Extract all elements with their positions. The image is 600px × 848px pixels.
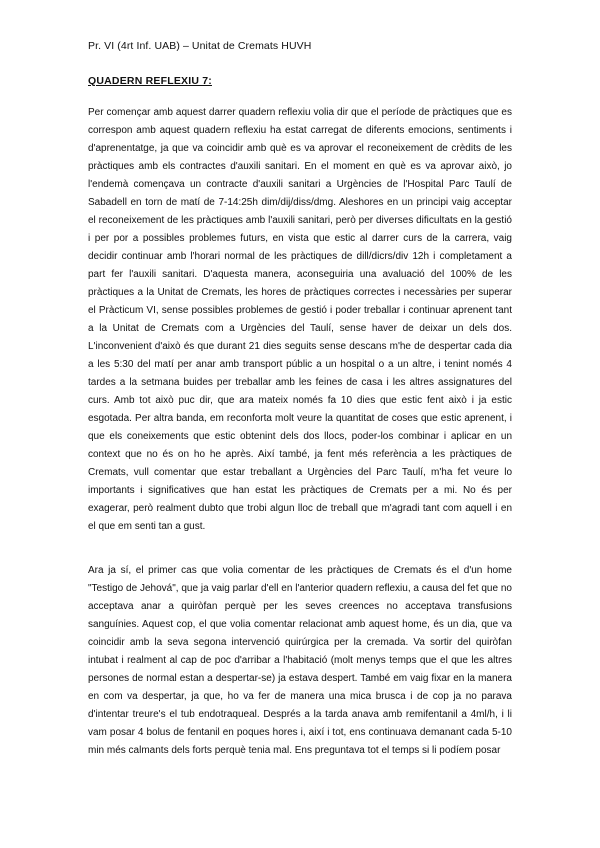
section-title: QUADERN REFLEXIU 7: — [88, 75, 212, 87]
paragraph-intro: Per començar amb aquest darrer quadern reflexiu volia dir que el període de pràctiques que es correspon amb aquest quadern reflexiu ha estat carregat de diferents emocions, sentiments i d'aprenentatge, ja que va coincidir amb què es va aprovar el reconeixement de crèdits de les pràctiques amb els contractes d'auxili sanitari. En el moment en què es va aprovar això, jo l'endemà començava un contracte d'auxili sanitari a Urgències de l'Hospital Parc Taulí de Sabadell en torn de matí de 7-14:25h dim/dij/diss/dmg. Aleshores en un principi vaig acceptar el reconeixement de les pràctiques amb l'auxili sanitari, però per diverses dificultats en la gestió i per por a possibles problemes futurs, en vista que estic al darrer curs de la carrera, vaig decidir continuar amb l'horari normal de les pràctiques de dill/dicrs/div 12h i completament a part fer l'auxili sanitari. D'aquesta manera, aconseguiria una avaluació del 100% de les pràctiques a la Unitat de Cremats, les hores de pràctiques correctes i necessàries per superar el Pràcticum VI, sense possibles problemes de gestió i poder treballar i continuar aprenent tant a la Unitat de Cremats com a Urgències del Taulí, sense haver de deixar un dels dos. L'inconvenient d'això és que durant 21 dies seguits sense descans m'he de despertar cada dia a les 5:30 del matí per anar amb transport públic a un hospital o a un altre, i tenint només 4 tardes a la setmana buides per treballar amb les feines de casa i les altres assignatures del curs. Amb tot això puc dir, que ara mateix només fa 10 dies que estic fent això i ja estic esgotada. Per altra banda, em reconforta molt veure la quantitat de coses que estic aprenent, i que els coneixements que estic obtenint dels dos llocs, poder-los combinar i aplicar en un context que no és on ho he après. Així també, ja fent més referència a les pràctiques de Cremats, vull comentar que estar treballant a Urgències del Parc Taulí, m'ha fet veure lo importants i significatives que han estat les pràctiques de Cremats per a mi. No és per exagerar, però realment dubto que trobi algun lloc de treball que m'agradi tant com aquell i en el que em senti tan a gust. — [88, 107, 512, 532]
page-header: Pr. VI (4rt Inf. UAB) – Unitat de Cremats HUVH — [88, 40, 312, 52]
paragraph-case-1: Ara ja sí, el primer cas que volia comentar de les pràctiques de Cremats és el d'un home "Testigo de Jehová", que ja vaig parlar d'ell en l'anterior quadern reflexiu, a causa del fet que no acceptava anar a quiròfan perquè per les seves creences no acceptava transfusions sanguínies. Aquest cop, el que volia comentar relacionat amb aquest home, és un dia, que va coincidir amb la seva segona intervenció quirúrgica per la cremada. Va sortir del quiròfan intubat i realment al cap de poc d'arribar a l'habitació (molt menys temps que el que les altres persones de normal estan a despertar-se) ja estava despert. També em vaig fixar en la manera en com va despertar, ja que, ho va fer de manera una mica brusca i de cop ja no parava d'intentar treure's el tub endotraqueal. Després a la tarda anava amb remifentanil a 4ml/h, i li vam posar 4 bolus de fentanil en poques hores i, així i tot, ens continuava demanant cada 5-10 min més calmants dels forts perquè tenia mal. Ens preguntava tot el temps si li podíem posar — [88, 565, 512, 756]
